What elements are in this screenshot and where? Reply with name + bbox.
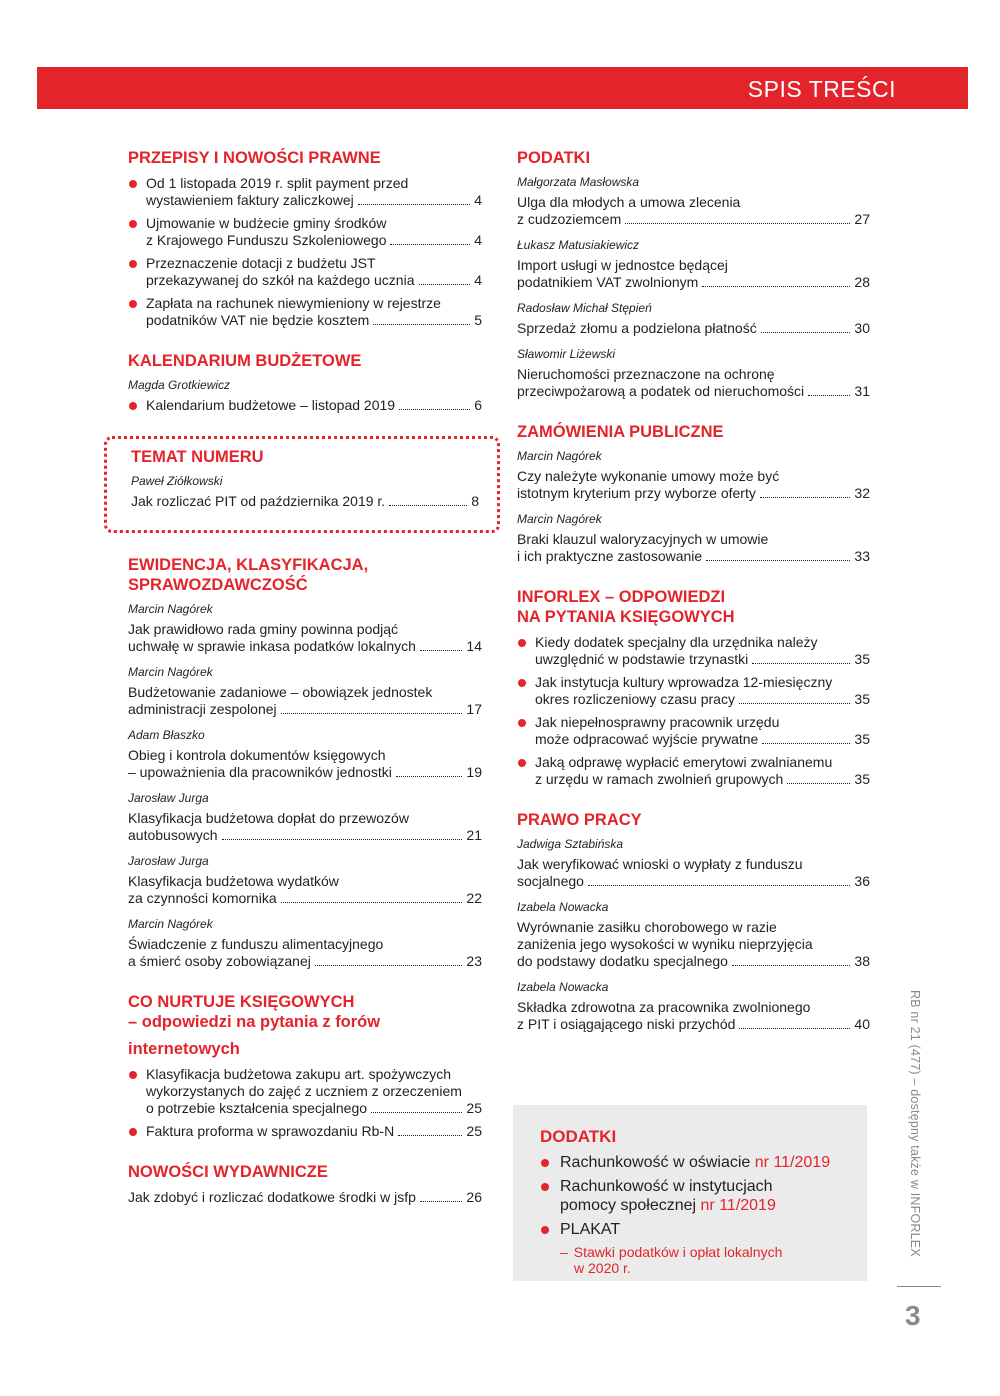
toc-entry[interactable]	[128, 175, 482, 209]
section-title: ZAMÓWIENIA PUBLICZNE	[517, 423, 724, 441]
author-name: Izabela Nowacka	[517, 900, 609, 914]
entry-title-line: Jak weryfikować wnioski o wypłaty z funduszu	[517, 856, 803, 872]
toc-section	[128, 148, 482, 329]
dot-leader	[702, 286, 850, 287]
toc-entry[interactable]	[517, 714, 870, 748]
entry-title-line: Jak niepełnosprawny pracownik urzędu	[535, 714, 780, 730]
section-title: PRAWO PRACY	[517, 811, 642, 829]
entry-last-line	[517, 485, 870, 502]
entry-title-line: Ujmowanie w budżecie gminy środków	[146, 215, 387, 231]
toc-entry[interactable]	[517, 531, 870, 565]
dot-leader	[588, 885, 850, 886]
dot-leader	[396, 776, 463, 777]
toc-entry[interactable]	[128, 936, 482, 970]
entry-title-line: Wyrównanie zasiłku chorobowego w razie	[517, 919, 777, 935]
page-ref: 35	[854, 691, 870, 707]
entry-last-line	[517, 873, 870, 890]
entry-last-line	[517, 274, 870, 291]
author-name: Marcin Nagórek	[517, 449, 602, 463]
page-ref: 31	[854, 383, 870, 399]
entry-title-line: Obieg i kontrola dokumentów księgowych	[128, 747, 386, 763]
entry-last-line	[535, 731, 870, 748]
entry-title-line: Kalendarium budżetowe – listopad 2019	[146, 397, 396, 413]
page-ref: 27	[854, 211, 870, 227]
entry-title-line: z Krajowego Funduszu Szkoleniowego	[146, 232, 387, 248]
toc-section	[128, 555, 482, 970]
dash: –	[560, 1244, 568, 1260]
page-ref: 38	[854, 953, 870, 969]
dot-leader	[706, 560, 850, 561]
entry-list	[517, 175, 870, 400]
supplement-name-cont: pomocy społecznej	[560, 1197, 697, 1214]
author-name: Radosław Michał Stępień	[517, 301, 652, 315]
dot-leader	[373, 324, 470, 325]
entry-list	[128, 1066, 482, 1140]
entry-title-line: podatnikiem VAT zwolnionym	[517, 274, 699, 290]
supplement-item[interactable]	[540, 1153, 847, 1172]
entry-title-line: Nieruchomości przeznaczone na ochronę	[517, 366, 775, 382]
page-ref: 25	[466, 1123, 482, 1139]
toc-entry[interactable]	[128, 1189, 482, 1206]
page-ref: 4	[474, 272, 482, 288]
supplement-name: Rachunkowość w oświacie	[560, 1154, 751, 1171]
toc-entry[interactable]	[128, 621, 482, 655]
dot-leader	[389, 505, 467, 506]
dot-leader	[390, 244, 470, 245]
dot-leader	[732, 965, 850, 966]
entry-last-line	[146, 312, 482, 329]
entry-list	[517, 837, 870, 1033]
toc-entry[interactable]	[128, 255, 482, 289]
entry-title-line: przeciwpożarową a podatek od nieruchomości	[517, 383, 805, 399]
author-name: Małgorzata Masłowska	[517, 175, 640, 189]
toc-entry[interactable]	[131, 493, 479, 510]
toc-section	[517, 148, 870, 400]
section-subtitle: NA PYTANIA KSIĘGOWYCH	[517, 608, 735, 626]
entry-title-line: Budżetowanie zadaniowe – obowiązek jednostek	[128, 684, 433, 700]
entry-list	[131, 474, 479, 510]
entry-title-line: przekazywanej do szkół na każdego ucznia	[146, 272, 415, 288]
page-ref: 8	[471, 493, 479, 509]
entry-title-line: a śmierć osoby zobowiązanej	[128, 953, 311, 969]
dot-leader	[398, 1135, 462, 1136]
entry-list	[128, 602, 482, 970]
entry-title-line: Braki klauzul waloryzacyjnych w umowie	[517, 531, 769, 547]
toc-section	[128, 1162, 482, 1206]
toc-entry[interactable]	[128, 810, 482, 844]
entry-title-line: zaniżenia jego wysokości w wyniku nieprzyjęcia	[517, 936, 813, 952]
entry-title-line: Czy należyte wykonanie umowy może być	[517, 468, 780, 484]
entry-title-line: Jak prawidłowo rada gminy powinna podjąć	[128, 621, 399, 637]
dot-leader	[625, 223, 850, 224]
page-ref: 22	[466, 890, 482, 906]
entry-title-line: Import usługi w jednostce będącej	[517, 257, 728, 273]
toc-entry[interactable]	[517, 919, 870, 970]
entry-last-line	[517, 548, 870, 565]
supplements-title: DODATKI	[540, 1127, 617, 1146]
author-name: Jarosław Jurga	[128, 854, 209, 868]
section-title: PRZEPISY I NOWOŚCI PRAWNE	[128, 149, 381, 167]
toc-section	[128, 351, 482, 414]
entry-title-line: Klasyfikacja budżetowa dopłat do przewozów	[128, 810, 409, 826]
toc-entry[interactable]	[517, 856, 870, 890]
entry-last-line	[517, 953, 870, 970]
entry-title-line: z PIT i osiągającego niski przychód	[517, 1016, 736, 1032]
entry-title-line: Faktura proforma w sprawozdaniu Rb-N	[146, 1123, 395, 1139]
toc-entry[interactable]	[128, 1066, 482, 1117]
author-name: Jadwiga Sztabińska	[517, 837, 624, 851]
entry-last-line	[535, 771, 870, 788]
dot-leader	[420, 1201, 463, 1202]
entry-list	[128, 175, 482, 329]
entry-list	[128, 397, 482, 414]
dot-leader	[358, 204, 470, 205]
page-ref: 21	[466, 827, 482, 843]
issue-info: RB nr 21 (477) – dostępny także w INFORLEX	[908, 990, 922, 1257]
entry-last-line	[146, 1100, 482, 1117]
entry-last-line	[128, 701, 482, 718]
entry-title-line: podatników VAT nie będzie kosztem	[146, 312, 370, 328]
section-title: KALENDARIUM BUDŻETOWE	[128, 352, 362, 370]
entry-last-line	[517, 211, 870, 228]
author-name: Marcin Nagórek	[517, 512, 602, 526]
section-subtitle: SPRAWOZDAWCZOŚĆ	[128, 576, 308, 594]
page-ref: 30	[854, 320, 870, 336]
featured-section	[104, 436, 500, 533]
entry-last-line	[131, 493, 479, 510]
author-name: Paweł Ziółkowski	[131, 474, 223, 488]
entry-last-line	[128, 1189, 482, 1206]
toc-right-column	[517, 148, 870, 1055]
toc-entry[interactable]	[128, 397, 482, 414]
author-name: Marcin Nagórek	[128, 602, 213, 616]
author-name: Jarosław Jurga	[128, 791, 209, 805]
entry-list	[517, 449, 870, 565]
toc-entry[interactable]	[128, 1123, 482, 1140]
toc-entry[interactable]	[517, 468, 870, 502]
entry-last-line	[535, 651, 870, 668]
section-title: EWIDENCJA, KLASYFIKACJA,	[128, 556, 369, 574]
divider	[897, 1286, 941, 1287]
page-ref: 17	[466, 701, 482, 717]
entry-title-line: Sprzedaż złomu a podzielona płatność	[517, 320, 757, 336]
author-name: Łukasz Matusiakiewicz	[517, 238, 640, 252]
header-banner	[37, 67, 968, 109]
entry-last-line	[128, 764, 482, 781]
section-title: PODATKI	[517, 149, 591, 167]
supplement-issue: nr 11/2019	[754, 1154, 831, 1171]
entry-title-line: i ich praktyczne zastosowanie	[517, 548, 703, 564]
entry-last-line	[517, 383, 870, 400]
entry-title-line: uchwałę w sprawie inkasa podatków lokalnych	[128, 638, 416, 654]
entry-last-line	[128, 953, 482, 970]
dot-leader	[760, 497, 851, 498]
page-ref: 35	[854, 731, 870, 747]
toc-section	[517, 810, 870, 1033]
section-title: NOWOŚCI WYDAWNICZE	[128, 1163, 328, 1181]
section-subtitle: – odpowiedzi na pytania z forów	[128, 1013, 381, 1031]
entry-last-line	[146, 1123, 482, 1140]
dot-leader	[808, 395, 850, 396]
entry-title-line: Jak zdobyć i rozliczać dodatkowe środki w jsfp	[128, 1189, 416, 1205]
page-ref: 4	[474, 232, 482, 248]
entry-title-line: socjalnego	[517, 873, 584, 889]
dot-leader	[315, 965, 463, 966]
entry-title-line: – upoważnienia dla pracowników jednostki	[128, 764, 392, 780]
dot-leader	[420, 650, 462, 651]
toc-section	[517, 422, 870, 565]
dot-leader	[399, 409, 470, 410]
section-title: TEMAT NUMERU	[131, 448, 264, 466]
page-ref: 35	[854, 651, 870, 667]
toc-entry[interactable]	[517, 754, 870, 788]
dot-leader	[739, 703, 850, 704]
entry-last-line	[517, 1016, 870, 1033]
entry-title-line: Przeznaczenie dotacji z budżetu JST	[146, 255, 376, 271]
entry-last-line	[146, 192, 482, 209]
toc-entry[interactable]	[128, 295, 482, 329]
dot-leader	[787, 783, 850, 784]
page-ref: 23	[466, 953, 482, 969]
entry-last-line	[146, 397, 482, 414]
toc-entry[interactable]	[517, 320, 870, 337]
toc-entry[interactable]	[128, 873, 482, 907]
supplement-item[interactable]	[540, 1220, 847, 1239]
entry-title-line: Ulga dla młodych a umowa zlecenia	[517, 194, 741, 210]
entry-last-line	[128, 827, 482, 844]
author-name: Adam Błaszko	[128, 728, 205, 742]
entry-title-line: Klasyfikacja budżetowa zakupu art. spożywczych	[146, 1066, 452, 1082]
toc-section	[128, 992, 482, 1140]
entry-title-line: administracji zespolonej	[128, 701, 277, 717]
page-ref: 25	[466, 1100, 482, 1116]
author-name: Marcin Nagórek	[128, 665, 213, 679]
entry-title-line: wystawieniem faktury zaliczkowej	[146, 192, 354, 208]
supplements-box	[513, 1105, 867, 1281]
poster-line1: Stawki podatków i opłat lokalnych	[573, 1244, 783, 1260]
page-ref: 26	[466, 1189, 482, 1205]
entry-title-line: Zapłata na rachunek niewymieniony w rejestrze	[146, 295, 441, 311]
entry-title-line: Kiedy dodatek specjalny dla urzędnika należy	[535, 634, 818, 650]
dot-leader	[281, 902, 463, 903]
entry-last-line	[146, 232, 482, 249]
author-name: Magda Grotkiewicz	[128, 378, 231, 392]
entry-title-line: za czynności komornika	[128, 890, 277, 906]
toc-entry[interactable]	[128, 747, 482, 781]
supplement-name: Rachunkowość w instytucjach	[560, 1178, 773, 1195]
dot-leader	[739, 1028, 850, 1029]
page-ref: 33	[854, 548, 870, 564]
poster-description	[540, 1244, 847, 1276]
page-ref: 4	[474, 192, 482, 208]
dot-leader	[222, 839, 463, 840]
entry-last-line	[128, 638, 482, 655]
author-name: Sławomir Liżewski	[517, 347, 616, 361]
page-ref: 32	[854, 485, 870, 501]
issue-sidebar	[908, 990, 932, 1270]
entry-last-line	[517, 320, 870, 337]
toc-section	[517, 587, 870, 788]
entry-title-line: o potrzebie kształcenia specjalnego	[146, 1100, 368, 1116]
entry-title-line: z cudzoziemcem	[517, 211, 622, 227]
page-ref: 5	[474, 312, 482, 328]
entry-title-line: wykorzystanych do zajęć z uczniem z orzeczeniem	[146, 1083, 462, 1099]
page-title: SPIS TREŚCI	[747, 76, 896, 102]
supplement-issue: nr 11/2019	[700, 1197, 776, 1214]
page-number: 3	[905, 1300, 921, 1331]
entry-title-line: uwzględnić w podstawie trzynastki	[535, 651, 749, 667]
toc-entry[interactable]	[517, 999, 870, 1033]
entry-title-line: może odpracować wyjście prywatne	[535, 731, 759, 747]
toc-entry[interactable]	[517, 257, 870, 291]
entry-title-line: do podstawy dodatku specjalnego	[517, 953, 728, 969]
entry-title-line: Klasyfikacja budżetowa wydatków	[128, 873, 339, 889]
dot-leader	[762, 743, 850, 744]
section-title: CO NURTUJE KSIĘGOWYCH	[128, 993, 355, 1011]
toc-entry[interactable]	[517, 634, 870, 668]
entry-list	[128, 1189, 482, 1206]
dot-leader	[281, 713, 463, 714]
entry-title-line: Od 1 listopada 2019 r. split payment przed	[146, 175, 409, 191]
page-ref: 40	[854, 1016, 870, 1032]
author-name: Marcin Nagórek	[128, 917, 213, 931]
entry-title-line: okres rozliczeniowy czasu pracy	[535, 691, 735, 707]
toc-left-column	[128, 148, 482, 1228]
page-ref: 28	[854, 274, 870, 290]
entry-title-line: Jaką odprawę wypłacić emerytowi zwalnianemu	[535, 754, 833, 770]
section-subtitle: internetowych	[128, 1040, 240, 1058]
dot-leader	[371, 1112, 462, 1113]
dot-leader	[761, 332, 851, 333]
entry-title-line: istotnym kryterium przy wyborze oferty	[517, 485, 756, 501]
entry-title-line: Świadczenie z funduszu alimentacyjnego	[128, 936, 384, 952]
supplement-name: PLAKAT	[560, 1221, 621, 1238]
toc-entry[interactable]	[517, 366, 870, 400]
page-ref: 35	[854, 771, 870, 787]
page-ref: 36	[854, 873, 870, 889]
entry-last-line	[146, 272, 482, 289]
entry-title-line: Składka zdrowotna za pracownika zwolnionego	[517, 999, 811, 1015]
page-ref: 19	[466, 764, 482, 780]
author-name: Izabela Nowacka	[517, 980, 609, 994]
toc-entry[interactable]	[517, 194, 870, 228]
entry-title-line: z urzędu w ramach zwolnień grupowych	[535, 771, 784, 787]
toc-entry[interactable]	[128, 684, 482, 718]
entry-last-line	[535, 691, 870, 708]
dot-leader	[419, 284, 471, 285]
dot-leader	[752, 663, 850, 664]
entry-list	[517, 634, 870, 788]
entry-title-line: Jak rozliczać PIT od października 2019 r.	[131, 493, 386, 509]
poster-line2: w 2020 r.	[574, 1260, 631, 1276]
page-ref: 6	[474, 397, 482, 413]
toc-entry[interactable]	[128, 215, 482, 249]
entry-last-line	[128, 890, 482, 907]
page-ref: 14	[466, 638, 482, 654]
section-title: INFORLEX – ODPOWIEDZI	[517, 588, 726, 606]
supplement-item[interactable]	[540, 1177, 847, 1215]
entry-title-line: autobusowych	[128, 827, 218, 843]
entry-title-line: Jak instytucja kultury wprowadza 12-miesięczny	[535, 674, 833, 690]
toc-entry[interactable]	[517, 674, 870, 708]
